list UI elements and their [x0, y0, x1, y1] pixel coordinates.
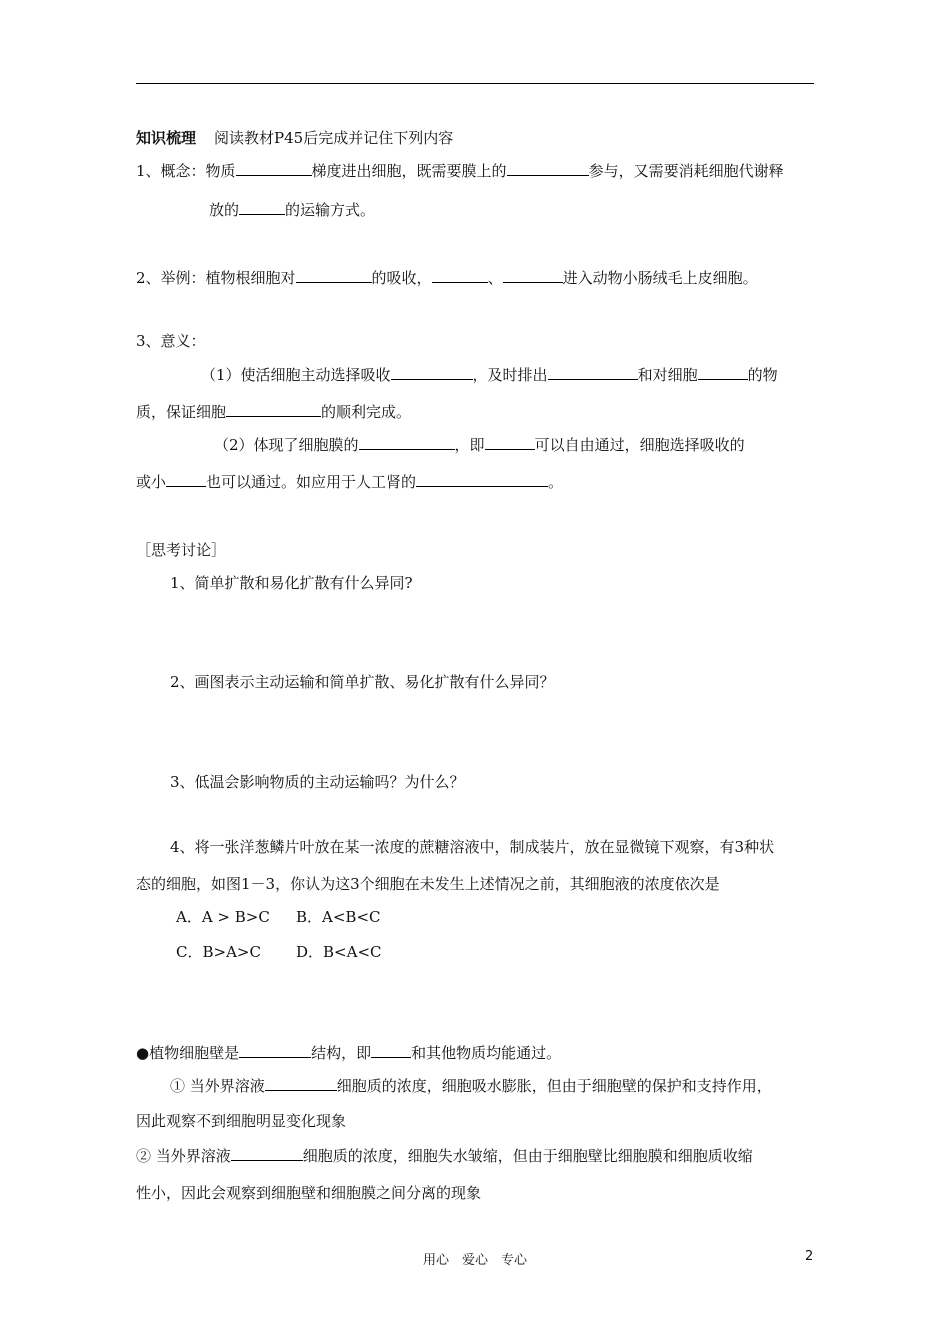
- option-c[interactable]: C．B>A>C: [176, 943, 261, 961]
- fill-blank[interactable]: [239, 199, 285, 215]
- option-d[interactable]: D．B<A<C: [296, 943, 382, 961]
- text: （1）使活细胞主动选择吸收: [201, 366, 391, 384]
- text: ，及时排出: [472, 366, 548, 384]
- text: 进入动物小肠绒毛上皮细胞。: [562, 269, 758, 287]
- text: 质，保证细胞: [136, 403, 227, 421]
- section-title: 知识梳理: [136, 129, 197, 147]
- text: 细胞质的浓度，细胞失水皱缩，但由于细胞壁比细胞膜和细胞质收缩: [302, 1147, 753, 1165]
- question-4-line-2: 态的细胞，如图1－3，你认为这3个细胞在未发生上述情况之前，其细胞液的浓度依次是: [136, 875, 720, 893]
- section-header: [136, 128, 453, 148]
- fill-blank[interactable]: [296, 267, 372, 283]
- cellwall-p1-line-2: 因此观察不到细胞明显变化现象: [136, 1112, 347, 1130]
- text: 1、概念：物质: [136, 162, 236, 180]
- text: 和其他物质均能通过。: [411, 1044, 562, 1062]
- fill-blank[interactable]: [226, 401, 321, 417]
- fill-blank[interactable]: [698, 364, 748, 380]
- fill-blank[interactable]: [391, 364, 473, 380]
- text: 、: [487, 269, 503, 287]
- question-3: 3、低温会影响物质的主动运输吗？为什么？: [170, 773, 465, 791]
- text: 的物: [747, 366, 778, 384]
- text: 2、举例：植物根细胞对: [136, 269, 296, 287]
- example-line: [136, 267, 758, 288]
- text: 和对细胞: [637, 366, 698, 384]
- concept-line-1: [136, 160, 784, 181]
- text: 梯度进出细胞，既需要膜上的: [311, 162, 507, 180]
- option-a[interactable]: A．A > B>C: [176, 908, 270, 926]
- concept-line-2: [209, 199, 375, 220]
- cellwall-line: [136, 1042, 561, 1063]
- text: 放的: [209, 201, 240, 219]
- text: 细胞质的浓度，细胞吸水膨胀，但由于细胞壁的保护和支持作用，: [336, 1077, 772, 1095]
- text: 的吸收，: [371, 269, 432, 287]
- footer-motto: 用心 爱心 专心: [422, 1253, 527, 1268]
- cellwall-p2-line-2: 性小，因此会观察到细胞壁和细胞膜之间分离的现象: [136, 1184, 482, 1202]
- significance-title: 3、意义：: [136, 332, 206, 350]
- fill-blank[interactable]: [231, 1145, 303, 1161]
- text: 的运输方式。: [285, 201, 376, 219]
- fill-blank[interactable]: [166, 471, 206, 487]
- fill-blank[interactable]: [432, 267, 488, 283]
- significance-p2-line-2: [136, 471, 563, 492]
- text: ●植物细胞壁是: [136, 1044, 240, 1062]
- discussion-title: ［思考讨论］: [136, 541, 227, 559]
- cellwall-p1-line-1: [170, 1075, 772, 1096]
- header-rule: [136, 83, 814, 84]
- fill-blank[interactable]: [371, 1042, 411, 1058]
- text: ① 当外界溶液: [170, 1077, 265, 1095]
- question-1: 1、简单扩散和易化扩散有什么异同?: [170, 574, 413, 592]
- text: （2）体现了细胞膜的: [214, 436, 359, 454]
- text: 或小: [136, 473, 167, 491]
- significance-p2-line-1: [214, 434, 745, 455]
- fill-blank[interactable]: [416, 471, 548, 487]
- question-2: 2、画图表示主动运输和简单扩散、易化扩散有什么异同？: [170, 673, 555, 691]
- section-instruction: 阅读教材P45后完成并记住下列内容: [214, 129, 454, 147]
- option-b[interactable]: B．A<B<C: [296, 908, 381, 926]
- text: 的顺利完成。: [321, 403, 412, 421]
- text: 结构，即: [311, 1044, 372, 1062]
- fill-blank[interactable]: [359, 434, 455, 450]
- cellwall-p2-line-1: [136, 1145, 753, 1166]
- text: ② 当外界溶液: [136, 1147, 231, 1165]
- fill-blank[interactable]: [236, 160, 312, 176]
- text: ，即: [454, 436, 485, 454]
- significance-p1-line-2: [136, 401, 411, 422]
- question-4-line-1: 4、将一张洋葱鳞片叶放在某一浓度的蔗糖溶液中，制成装片，放在显微镜下观察，有3种状: [170, 838, 775, 856]
- text: 。: [548, 473, 564, 491]
- significance-p1-line-1: [201, 364, 778, 385]
- page-number: 2: [805, 1249, 814, 1264]
- text: 也可以通过。如应用于人工肾的: [206, 473, 417, 491]
- fill-blank[interactable]: [503, 267, 563, 283]
- fill-blank[interactable]: [507, 160, 589, 176]
- fill-blank[interactable]: [485, 434, 535, 450]
- fill-blank[interactable]: [265, 1075, 337, 1091]
- text: 可以自由通过，细胞选择吸收的: [534, 436, 745, 454]
- text: 参与，又需要消耗细胞代谢释: [588, 162, 784, 180]
- fill-blank[interactable]: [548, 364, 638, 380]
- fill-blank[interactable]: [239, 1042, 311, 1058]
